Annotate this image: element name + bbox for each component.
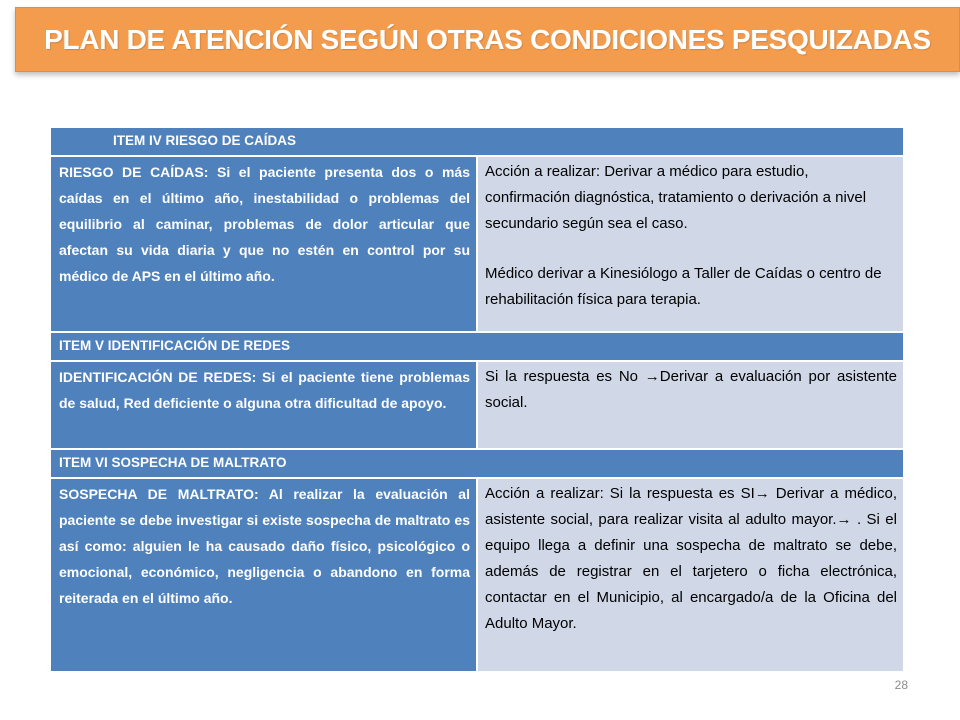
section-header-row [50,449,904,478]
section-header-network-identification: ITEM V IDENTIFICACIÓN DE REDES [50,332,904,361]
table-row [50,478,904,672]
action-abuse-suspicion [477,478,904,672]
page-number: 28 [894,678,908,692]
condition-falls-risk: RIESGO DE CAÍDAS: Si el paciente presenta dos o más caídas en el último año, inestabilidad o problemas del equilibrio al caminar, problemas de dolor articular que afectan su vida diaria y que no estén en control por su médico de APS en el último año. [50,156,477,332]
condition-network-identification: IDENTIFICACIÓN DE REDES: Si el paciente tiene problemas de salud, Red deficiente o alguna otra dificultad de apoyo. [50,361,477,449]
care-plan-table [49,126,905,673]
section-header-falls-risk: ITEM IV RIESGO DE CAÍDAS [50,127,904,156]
section-header-row [50,332,904,361]
title-banner [15,7,960,72]
action-abuse-suspicion-text: Acción a realizar: Si la respuesta es SI→ Derivar a médico, asistente social, para realizar visita al adulto mayor.→ . Si el equipo llega a definir una sospecha de maltrato se debe, además de registrar en el tarjetero o ficha electrónica, contactar en el Municipio, al encargado/a de la Oficina del Adulto Mayor. [485,485,897,632]
action-network-identification-text: Si la respuesta es No →Derivar a evaluación por asistente social. [485,368,897,411]
condition-abuse-suspicion: SOSPECHA DE MALTRATO: Al realizar la evaluación al paciente se debe investigar si existe sospecha de maltrato es así como: alguien le ha causado daño físico, psicológico o emocional, económico, negligencia o abandono en forma reiterada en el último año. [50,478,477,672]
section-header-row [50,127,904,156]
action-network-identification [477,361,904,449]
slide-title: PLAN DE ATENCIÓN SEGÚN OTRAS CONDICIONES PESQUIZADAS [44,23,931,55]
action-falls-risk [477,156,904,332]
action-falls-risk-text: Acción a realizar: Derivar a médico para estudio, confirmación diagnóstica, tratamiento o derivación a nivel secundario según sea el caso. [485,163,867,232]
section-header-abuse-suspicion: ITEM VI SOSPECHA DE MALTRATO [50,449,904,478]
table-row [50,156,904,332]
table-row [50,361,904,449]
action-falls-risk-referral: Médico derivar a Kinesiólogo a Taller de Caídas o centro de rehabilitación física para terapia. [485,265,882,308]
